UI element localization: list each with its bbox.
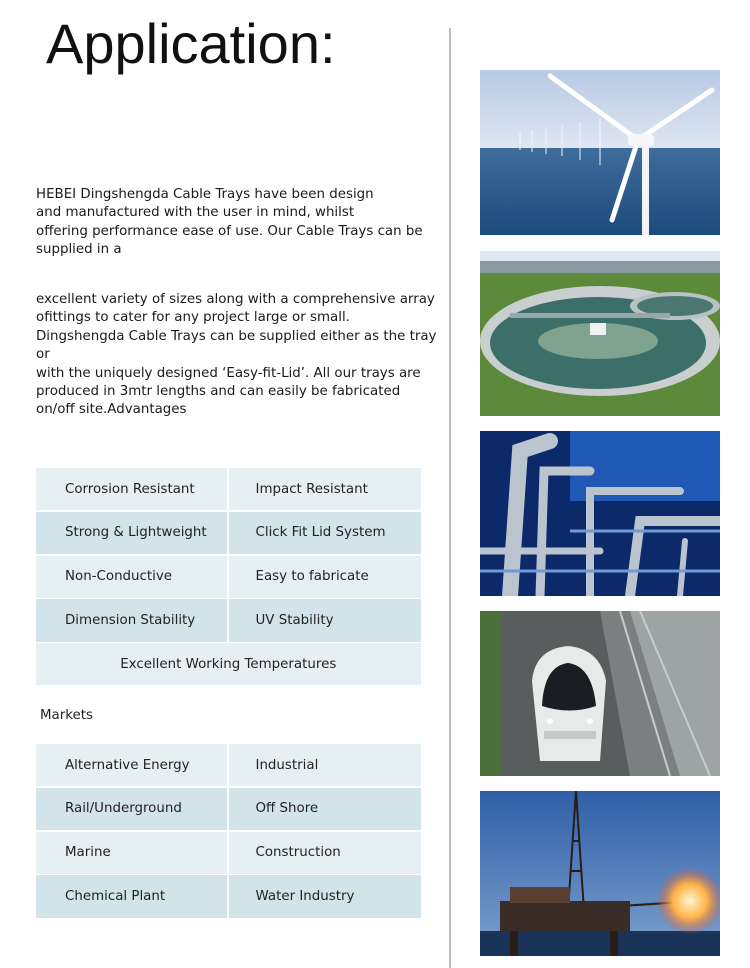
oil-rig-photo <box>480 791 720 956</box>
industrial-pipes-image <box>480 431 720 596</box>
markets-table <box>36 744 421 918</box>
table-cell: Rail/Underground <box>36 788 227 830</box>
table-cell: Off Shore <box>229 788 421 830</box>
table-cell: Excellent Working Temperatures <box>36 643 421 685</box>
table-cell: Chemical Plant <box>36 875 227 917</box>
table-cell: Easy to fabricate <box>229 556 421 598</box>
table-cell: Dimension Stability <box>36 599 227 641</box>
wind-turbines-photo <box>480 70 720 235</box>
advantages-table <box>36 468 421 685</box>
table-cell: Non-Conductive <box>36 556 227 598</box>
industrial-pipes-photo <box>480 431 720 596</box>
train-image <box>480 611 720 776</box>
table-cell: Click Fit Lid System <box>229 512 421 554</box>
intro-paragraph: HEBEI Dingshengda Cable Trays have been design and manufactured with the user in mind, whilst offering performance ease of use. Our Cable Trays can be supplied in a <box>36 187 423 258</box>
water-treatment-image <box>480 251 720 416</box>
table-cell: Impact Resistant <box>229 468 421 510</box>
markets-heading: Markets <box>40 708 94 723</box>
table-cell: Alternative Energy <box>36 744 227 786</box>
table-cell: Industrial <box>229 744 421 786</box>
table-cell: Strong & Lightweight <box>36 512 227 554</box>
table-cell: Construction <box>229 832 421 874</box>
table-cell: Corrosion Resistant <box>36 468 227 510</box>
table-cell: Marine <box>36 832 227 874</box>
table-cell: Water Industry <box>229 875 421 917</box>
body-paragraph: excellent variety of sizes along with a comprehensive array ofittings to cater for any project large or small. Dingshengda Cable Trays can be supplied either as the tray or with the uniquely designed ‘Easy-fit-Lid’. All our trays are produced in 3mtr lengths and can easily be fabricated on/off site.Advantages <box>36 292 437 418</box>
page-title: Application: <box>46 12 336 75</box>
table-cell: UV Stability <box>229 599 421 641</box>
oil-rig-image <box>480 791 720 956</box>
vertical-divider <box>449 28 451 968</box>
wind-turbines-image <box>480 70 720 235</box>
water-treatment-photo <box>480 251 720 416</box>
train-photo <box>480 611 720 776</box>
